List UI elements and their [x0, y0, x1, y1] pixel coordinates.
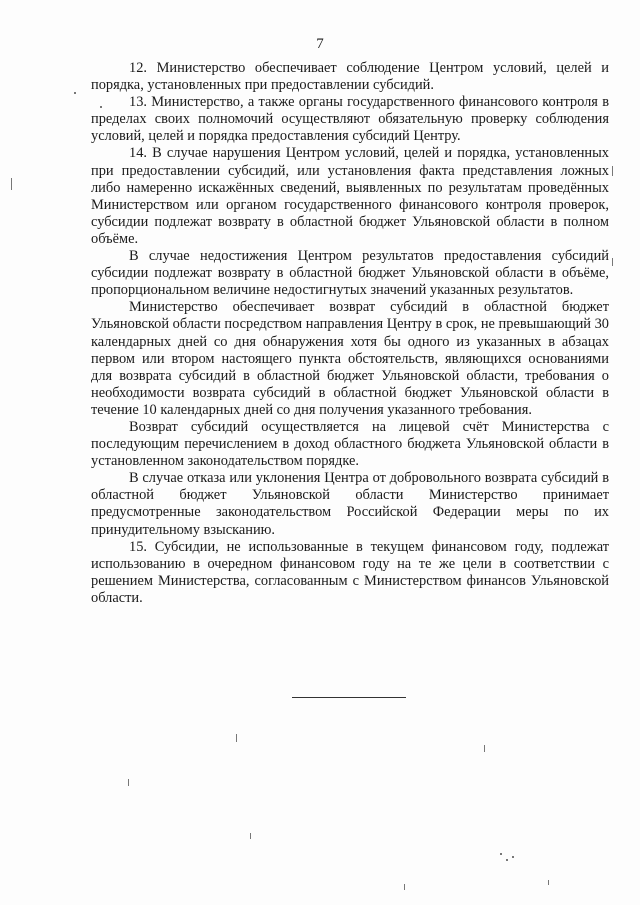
paragraph-15: 15. Субсидии, не использованные в текущем финансовом году, подлежат использованию в очередном финансовом году на те же цели в соответствии с решением Министерства, согласованным с Министерством финансов Ульяновской области.	[91, 538, 609, 606]
paragraph-12: 12. Министерство обеспечивает соблюдение Центром условий, целей и порядка, установленных при предоставлении субсидий.	[91, 60, 609, 94]
end-divider-line	[292, 697, 406, 698]
scan-speck	[612, 258, 613, 266]
paragraph-14-refusal: В случае отказа или уклонения Центра от добровольного возврата субсидий в областной бюджет Ульяновской области Министерство принимает предусмотренные законодательством Российской Федерации меры по их принудительному взысканию.	[91, 470, 609, 538]
scan-speck	[548, 880, 549, 885]
scan-speck	[500, 853, 502, 855]
paragraph-14: 14. В случае нарушения Центром условий, целей и порядка, установленных при предоставлении субсидий, или установления факта представления ложных либо намеренно искажённых сведений, выявленных по результатам проведённых Министерством или органом государственного финансового контроля проверок, субсидии подлежат возврату в областной бюджет Ульяновской области в полном объёме.	[91, 145, 609, 247]
scan-speck	[484, 745, 485, 752]
document-body	[91, 60, 609, 607]
scan-speck	[128, 779, 129, 786]
scan-speck	[612, 166, 613, 176]
scan-speck	[512, 856, 514, 858]
scan-speck	[404, 884, 405, 890]
paragraph-14-underachievement: В случае недостижения Центром результатов предоставления субсидий субсидии подлежат возврату в областной бюджет Ульяновской области в объёме, пропорциональном величине недостигнутых значений указанных результатов.	[91, 248, 609, 299]
scan-speck	[250, 833, 251, 839]
paragraph-14-return-account: Возврат субсидий осуществляется на лицевой счёт Министерства с последующим перечислением в доход областного бюджета Ульяновской области в установленном законодательством порядке.	[91, 418, 609, 470]
page-number: 7	[316, 36, 324, 52]
scan-speck	[506, 859, 508, 861]
scan-speck	[236, 734, 237, 742]
paragraph-14-return-procedure: Министерство обеспечивает возврат субсидий в областной бюджет Ульяновской области посредством направления Центру в срок, не превышающий 30 календарных дней со дня обнаружения хотя бы одного из указанных в абзацах первом или втором настоящего пункта обстоятельств, являющихся основаниями для возврата субсидий в областной бюджет Ульяновской области, требования о необходимости возврата субсидий в областной бюджет Ульяновской области в течение 10 календарных дней со дня получения указанного требования.	[91, 299, 609, 418]
paragraph-13: 13. Министерство, а также органы государственного финансового контроля в пределах своих полномочий осуществляют обязательную проверку соблюдения условий, целей и порядка предоставления субсидий Центру.	[91, 94, 609, 145]
scan-speck	[11, 178, 12, 190]
scan-speck	[100, 106, 102, 108]
scan-speck	[74, 92, 76, 94]
